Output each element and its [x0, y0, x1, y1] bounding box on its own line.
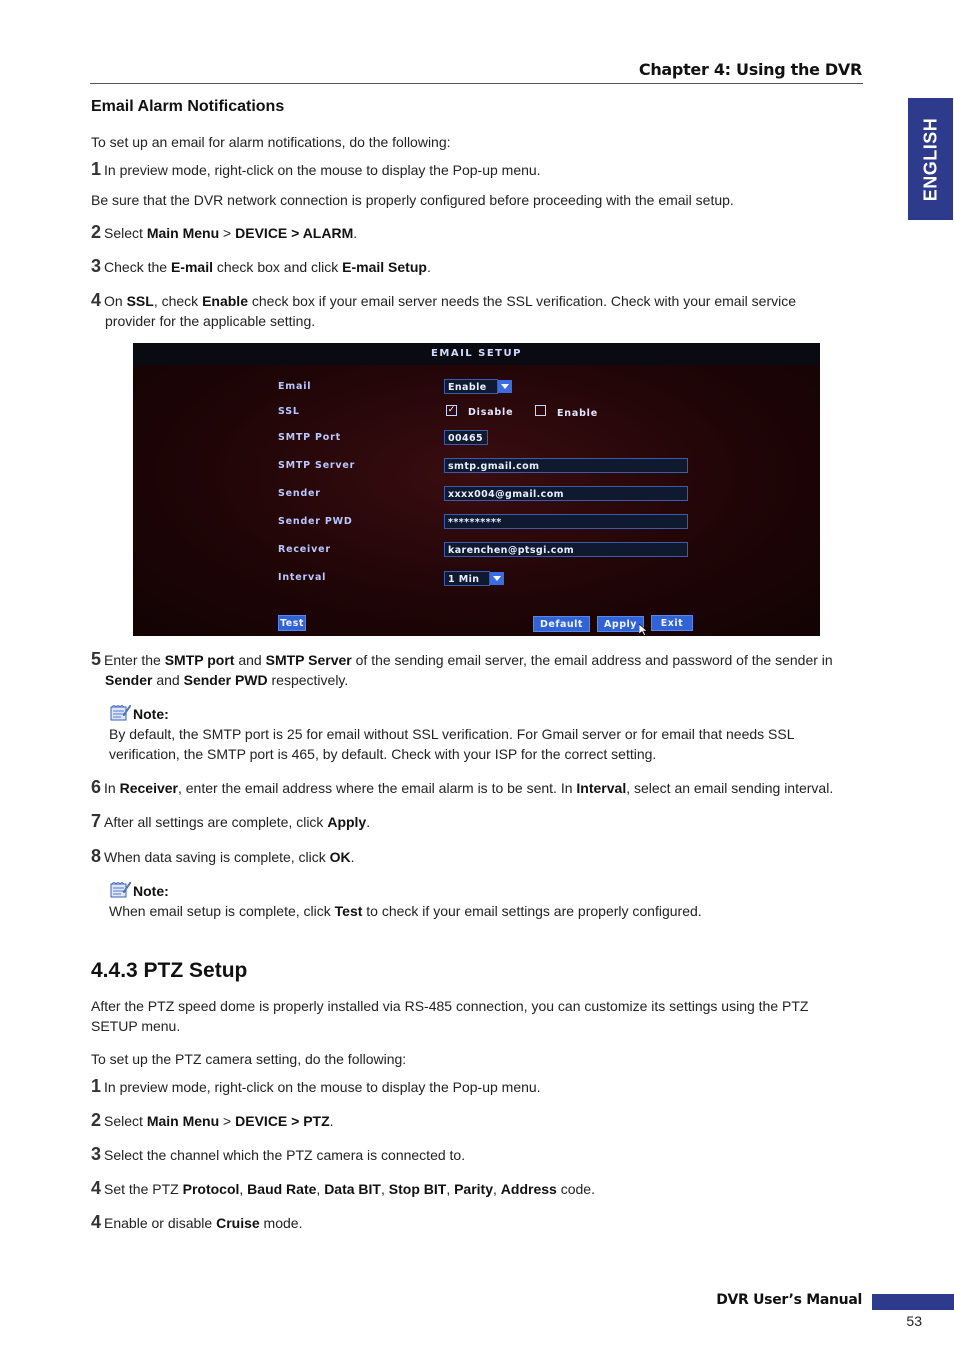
email-setup-title: EMAIL SETUP: [133, 343, 820, 365]
label-sender-pwd: Sender PWD: [278, 516, 353, 527]
exit-button[interactable]: Exit: [651, 615, 693, 631]
language-side-tab: [908, 98, 953, 220]
email-step-7: 7 After all settings are complete, click Apply.: [91, 811, 371, 831]
email-step-5: 5 Enter the SMTP port and SMTP Server of the sending email server, the email address and password of the sender in Sender and Sender PWD respectively.: [91, 649, 833, 688]
label-interval: Interval: [278, 572, 327, 583]
label-email: Email: [278, 381, 312, 392]
ptz-step-4: 4 Set the PTZ Protocol, Baud Rate, Data BIT, Stop BIT, Parity, Address code.: [91, 1178, 595, 1198]
receiver-input[interactable]: karenchen@ptsgi.com: [444, 542, 688, 557]
label-sender: Sender: [278, 488, 321, 499]
ptz-section-title: 4.4.3 PTZ Setup: [91, 959, 248, 982]
email-dropdown-arrow-icon[interactable]: [498, 380, 512, 393]
email-step-8: 8 When data saving is complete, click OK.: [91, 846, 355, 866]
email-setup-screen: [133, 343, 820, 636]
email-step-3: 3 Check the E-mail check box and click E-mail Setup.: [91, 256, 431, 276]
ssl-disable-checkbox[interactable]: ✓: [447, 405, 456, 415]
label-smtp-server: SMTP Server: [278, 460, 356, 471]
ptz-step-1: 1 In preview mode, right-click on the mouse to display the Pop-up menu.: [91, 1076, 541, 1096]
footer-manual-title: DVR User’s Manual: [716, 1292, 862, 1308]
network-warning: Be sure that the DVR network connection is properly configured before proceeding with the email setup.: [91, 192, 734, 208]
note-1: Note: By default, the SMTP port is 25 for email without SSL verification. For Gmail server or for email that needs SSL verification, the SMTP port is 465, by default. Check with your ISP for the correct setting.: [109, 703, 849, 764]
email-step-2: 2 Select Main Menu > DEVICE > ALARM.: [91, 222, 358, 242]
side-tab-label: ENGLISH: [920, 117, 941, 201]
sender-pwd-input[interactable]: **********: [444, 514, 688, 529]
default-button[interactable]: Default: [533, 616, 590, 632]
label-smtp-port: SMTP Port: [278, 432, 341, 443]
ssl-enable-checkbox[interactable]: [535, 405, 546, 416]
email-step-4: 4 On SSL, check Enable check box if your email server needs the SSL verification. Check with your email service provider for the applicable setting.: [91, 290, 797, 329]
mouse-cursor-icon: [639, 624, 648, 636]
page-number: 53: [906, 1313, 922, 1329]
interval-dropdown-arrow-icon[interactable]: [490, 572, 504, 585]
sender-input[interactable]: xxxx004@gmail.com: [444, 486, 688, 501]
smtp-server-input[interactable]: smtp.gmail.com: [444, 458, 688, 473]
email-step-6: 6 In Receiver, enter the email address where the email alarm is to be sent. In Interval, select an email sending interval.: [91, 777, 834, 797]
ptz-step-2: 2 Select Main Menu > DEVICE > PTZ.: [91, 1110, 334, 1130]
note-2: Note: When email setup is complete, click Test to check if your email settings are properly configured.: [109, 880, 849, 921]
email-intro: To set up an email for alarm notifications, do the following:: [91, 134, 451, 150]
ptz-step-5: 4 Enable or disable Cruise mode.: [91, 1212, 303, 1232]
footer-accent-bar: [872, 1294, 954, 1310]
header-rule: [90, 83, 863, 84]
ssl-disable-label: Disable: [468, 407, 514, 418]
ptz-intro-2: To set up the PTZ camera setting, do the following:: [91, 1051, 407, 1067]
email-step-1: 1 In preview mode, right-click on the mouse to display the Pop-up menu.: [91, 159, 541, 179]
email-section-title: Email Alarm Notifications: [91, 98, 285, 115]
note-2-text: When email setup is complete, click Test to check if your email settings are properly configured.: [109, 903, 702, 919]
ssl-enable-label: Enable: [557, 408, 598, 419]
apply-button[interactable]: Apply: [597, 616, 644, 632]
note-icon: [109, 703, 131, 721]
label-ssl: SSL: [278, 406, 300, 417]
note-1-text: By default, the SMTP port is 25 for email without SSL verification. For Gmail server or for email that needs SSL verification, the SMTP port is 465, by default. Check with your ISP for the correct setting.: [109, 726, 794, 762]
interval-select[interactable]: 1 Min: [444, 571, 490, 586]
note-icon: [109, 880, 131, 898]
email-select[interactable]: Enable: [444, 379, 498, 394]
smtp-port-input[interactable]: 00465: [444, 430, 488, 445]
chapter-header: Chapter 4: Using the DVR: [638, 60, 862, 79]
ptz-step-3: 3 Select the channel which the PTZ camera is connected to.: [91, 1144, 466, 1164]
ptz-intro: After the PTZ speed dome is properly installed via RS-485 connection, you can customize its settings using the PTZ SETUP menu.: [91, 998, 809, 1034]
test-button[interactable]: Test: [278, 615, 306, 631]
label-receiver: Receiver: [278, 544, 331, 555]
